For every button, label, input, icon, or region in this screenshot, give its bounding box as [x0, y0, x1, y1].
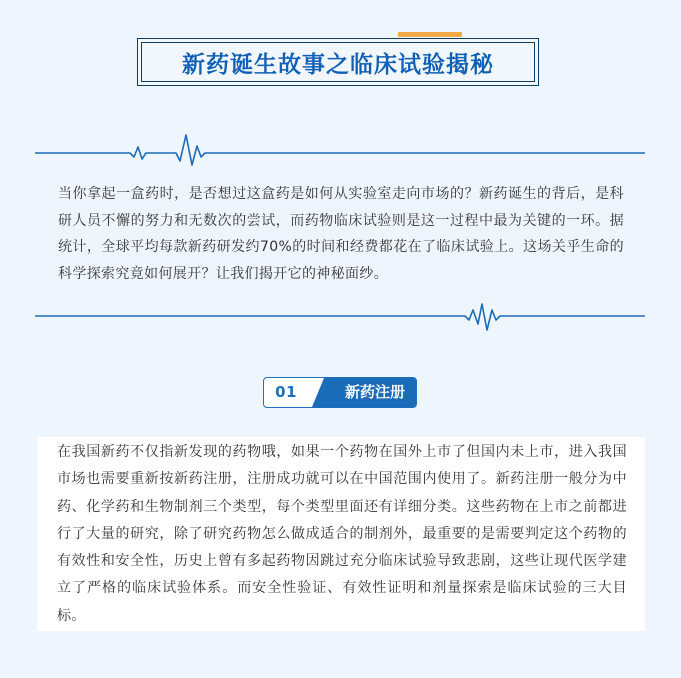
- title-frame-inner: [141, 42, 535, 82]
- section-number: 01: [275, 383, 297, 401]
- title-frame: [137, 38, 539, 86]
- heartbeat-divider-top: [0, 133, 681, 173]
- intro-paragraph: 当你拿起一盒药时，是否想过这盒药是如何从实验室走向市场的？新药诞生的背后，是科研人员不懈的努力和无数次的尝试，而药物临床试验则是这一过程中最为关键的一环。据统计，全球平均每款新药研发约70%的时间和经费都花在了临床试验上。这场关乎生命的科学探索究竟如何展开？让我们揭开它的神秘面纱。: [58, 186, 624, 282]
- section-01-badge: [263, 377, 417, 408]
- section-title: 新药注册: [344, 383, 405, 401]
- section-01-text: 在我国新药不仅指新发现的药物哦，如果一个药物在国外上市了但国内未上市，进入我国市场也需要重新按新药注册，注册成功就可以在中国范围内使用了。新药注册一般分为中药、化学药和生物制剂三个类型，每个类型里面还有详细分类。这些药物在上市之前都进行了大量的研究，除了研究药物怎么做成适合的制剂外，最重要的是需要判定这个药物的有效性和安全性，历史上曾有多起药物因跳过充分临床试验导致悲剧，这些让现代医学建立了严格的临床试验体系。而安全性验证、有效性证明和剂量探索是临床试验的三大目标。: [57, 444, 627, 624]
- heartbeat-divider-bottom: [0, 298, 681, 338]
- section-01-card: [37, 437, 645, 631]
- title-accent-bar: [398, 32, 462, 37]
- page-title: 新药诞生故事之临床试验揭秘: [182, 51, 494, 78]
